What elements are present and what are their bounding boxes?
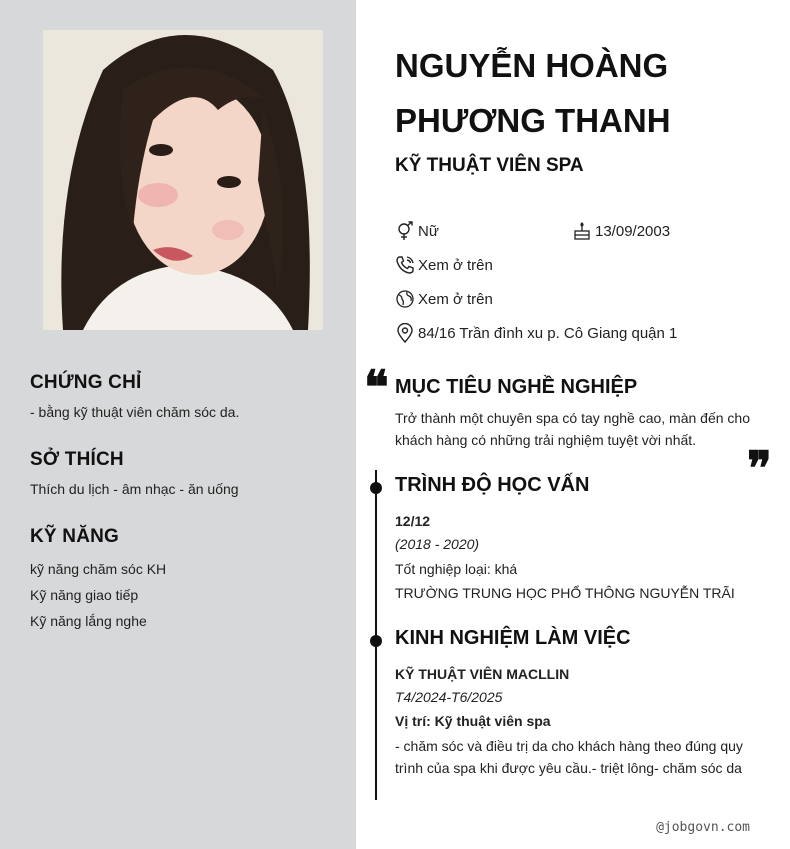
experience-company: KỸ THUẬT VIÊN MACLLIN	[395, 666, 570, 682]
globe-icon	[395, 289, 415, 309]
experience-period: T4/2024-T6/2025	[395, 689, 503, 705]
map-pin-icon	[395, 323, 415, 343]
education-title: TRÌNH ĐỘ HỌC VẤN	[395, 474, 590, 496]
certificates-text: - bằng kỹ thuật viên chăm sóc da.	[30, 404, 240, 420]
certificates-section	[30, 372, 340, 425]
skill-item: kỹ năng chăm sóc KH	[30, 561, 167, 577]
education-period: (2018 - 2020)	[395, 536, 480, 552]
quote-close-icon: ❞	[747, 441, 772, 495]
skills-section	[30, 526, 340, 634]
objective-title: MỤC TIÊU NGHỀ NGHIỆP	[395, 376, 638, 398]
education-school: TRƯỜNG TRUNG HỌC PHỔ THÔNG NGUYỄN TRÃI	[395, 585, 735, 601]
hobbies-section	[30, 449, 340, 502]
hobbies-text: Thích du lịch - âm nhạc - ăn uống	[30, 481, 239, 497]
gender-value: Nữ	[418, 222, 439, 240]
main-content	[356, 0, 790, 849]
hobbies-title: SỞ THÍCH	[30, 449, 124, 470]
website-row	[395, 289, 493, 309]
skill-item: Kỹ năng giao tiếp	[30, 587, 139, 603]
profile-photo	[43, 30, 323, 330]
sidebar	[0, 0, 356, 849]
phone-row	[395, 255, 493, 275]
certificates-title: CHỨNG CHỈ	[30, 372, 142, 393]
name-line-1: NGUYỄN HOÀNG	[395, 47, 669, 84]
education-result: Tốt nghiệp loại: khá	[395, 561, 518, 577]
quote-open-icon: ❝	[364, 360, 389, 414]
address-value: 84/16 Trần đình xu p. Cô Giang quận 1	[418, 324, 678, 342]
watermark: @jobgovn.com	[656, 820, 750, 835]
address-row	[395, 323, 677, 343]
timeline-dot	[370, 482, 382, 494]
phone-value: Xem ở trên	[418, 256, 493, 274]
skill-item: Kỹ năng lắng nghe	[30, 613, 147, 629]
job-title: KỸ THUẬT VIÊN SPA	[395, 155, 584, 176]
full-name	[395, 38, 775, 148]
birthdate-value: 13/09/2003	[595, 222, 671, 240]
name-line-2: PHƯƠNG THANH	[395, 102, 671, 139]
website-value: Xem ở trên	[418, 290, 493, 308]
experience-position: Vị trí: Kỹ thuật viên spa	[395, 713, 551, 729]
gender-icon	[395, 221, 415, 241]
objective-text: Trở thành một chuyên spa có tay nghề cao, màn đến cho khách hàng có những trải nghiệm tuyệt vời nhất.	[395, 410, 750, 448]
cake-icon	[572, 221, 592, 241]
birthdate-row	[572, 221, 670, 241]
education-grade: 12/12	[395, 513, 431, 529]
timeline-dot	[370, 635, 382, 647]
gender-row	[395, 221, 439, 241]
experience-description: - chăm sóc và điều trị da cho khách hàng theo đúng quy trình của spa khi được yêu cầu.- triệt lông- chăm sóc da	[395, 738, 743, 776]
phone-icon	[395, 255, 415, 275]
skills-title: KỸ NĂNG	[30, 526, 120, 547]
experience-title: KINH NGHIỆM LÀM VIỆC	[395, 627, 631, 649]
